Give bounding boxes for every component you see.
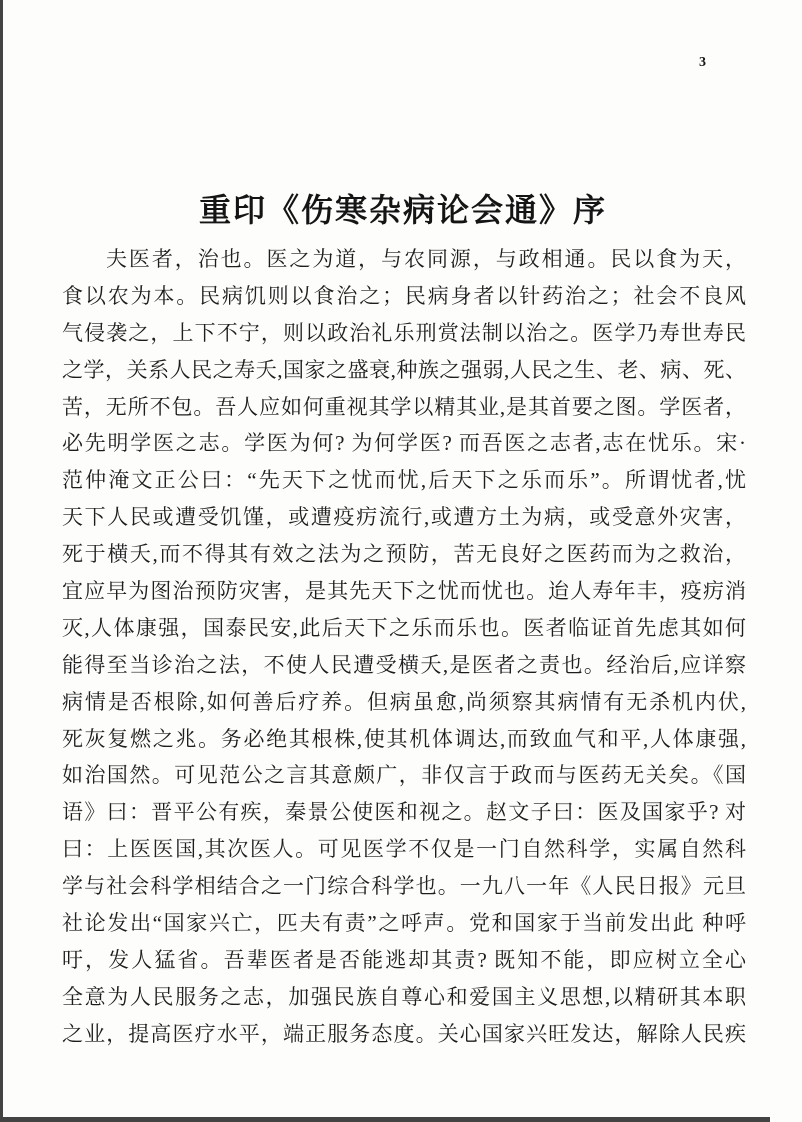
scan-edge-left bbox=[0, 0, 3, 1122]
text-line-2: 食以农为本。民病饥则以食治之；民病身者以针药治之；社会不良风 bbox=[62, 283, 746, 308]
text-line-14: 死灰复燃之兆。务必绝其根株,使其机体调达,而致血气和平,人体康强, bbox=[62, 726, 746, 751]
page-title: 重印《伤寒杂病论会通》序 bbox=[198, 192, 607, 229]
text-line-11: 灭,人体康强，国泰民安,此后天下之乐而乐也。医者临证首先虑其如何 bbox=[62, 615, 746, 640]
text-line-17: 曰：上医医国,其次医人。可见医学不仅是一门自然科学，实属自然科 bbox=[62, 837, 746, 862]
text-line-22: 之业，提高医疗水平，端正服务态度。关心国家兴旺发达，解除人民疾 bbox=[62, 1021, 746, 1046]
text-line-6: 必先明学医之志。学医为何? 为何学医? 而吾医之志者,志在忧乐。宋· bbox=[62, 431, 746, 456]
text-line-12: 能得至当诊治之法，不使人民遭受横夭,是医者之责也。经治后,应详察 bbox=[62, 652, 746, 677]
text-line-4: 之学，关系人民之寿夭,国家之盛衰,种族之强弱,人民之生、老、病、死、 bbox=[62, 357, 746, 382]
text-line-3: 气侵袭之，上下不宁，则以政治礼乐刑赏法制以治之。医学乃寿世寿民 bbox=[62, 320, 746, 345]
text-line-19: 社论发出“国家兴亡，匹夫有责”之呼声。党和国家于当前发出此 种呼 bbox=[62, 911, 746, 936]
text-line-7: 范仲淹文正公曰：“先天下之忧而忧,后天下之乐而乐”。所谓忧者,忧 bbox=[62, 468, 746, 493]
text-line-20: 吁，发人猛省。吾辈医者是否能逃却其责? 既知不能，即应树立全心 bbox=[62, 947, 746, 972]
text-line-13: 病情是否根除,如何善后疗养。但病虽愈,尚须察其病情有无杀机内伏, bbox=[62, 689, 746, 714]
text-line-21: 全意为人民服务之志，加强民族自尊心和爱国主义思想,以精研其本职 bbox=[62, 984, 746, 1009]
text-line-18: 学与社会科学相结合之一门综合科学也。一九八一年《人民日报》元旦 bbox=[62, 874, 746, 899]
text-line-16: 语》曰：晋平公有疾，秦景公使医和视之。赵文子曰：医及国家乎? 对 bbox=[62, 800, 746, 825]
body-text bbox=[62, 241, 746, 1053]
text-line-10: 宜应早为图治预防灾害，是其先天下之忧而忧也。迨人寿年丰，疫疠消 bbox=[62, 579, 746, 604]
text-line-1: 夫医者，治也。医之为道，与农同源，与政相通。民以食为天， bbox=[106, 247, 746, 271]
text-line-5: 苦，无所不包。吾人应如何重视其学以精其业,是其首要之图。学医者， bbox=[62, 394, 746, 419]
text-line-9: 死于横夭,而不得其有效之法为之预防，苦无良好之医药而为之救治， bbox=[62, 542, 746, 567]
text-line-15: 如治国然。可见范公之言其意颇广，非仅言于政而与医药无关矣。《国 bbox=[62, 763, 746, 788]
text-line-8: 天下人民或遭受饥馑，或遭疫疠流行,或遭方土为病，或受意外灾害， bbox=[62, 505, 746, 530]
page-number: 3 bbox=[699, 55, 706, 70]
scan-edge-bottom bbox=[0, 1117, 770, 1122]
